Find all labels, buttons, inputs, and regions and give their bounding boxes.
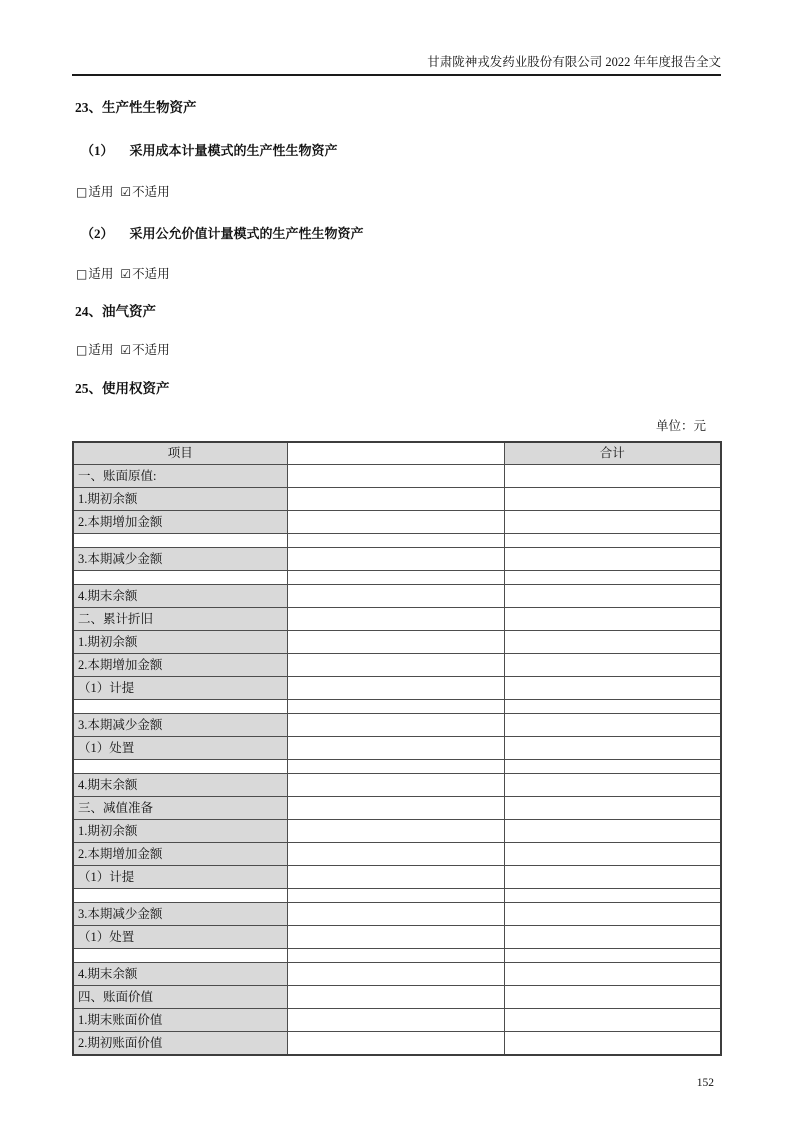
table-row: [73, 548, 721, 571]
row-label-cell: [73, 889, 287, 903]
row-value-cell: [287, 926, 504, 949]
row-value-cell: [287, 963, 504, 986]
col-header-total: 合计: [504, 442, 721, 465]
applicable-label: 适用: [88, 343, 114, 357]
row-total-cell: [504, 843, 721, 866]
row-value-cell: [287, 843, 504, 866]
row-total-cell: [504, 903, 721, 926]
row-total-cell: [504, 465, 721, 488]
page-header: [72, 55, 721, 76]
row-value-cell: [287, 774, 504, 797]
row-label-cell: [73, 700, 287, 714]
row-value-cell: [287, 631, 504, 654]
row-label-cell: 3.本期减少金额: [73, 903, 287, 926]
table-row: [73, 820, 721, 843]
not-applicable-label: 不适用: [132, 267, 170, 281]
row-total-cell: [504, 820, 721, 843]
row-total-cell: [504, 488, 721, 511]
row-label-cell: 4.期末余额: [73, 585, 287, 608]
table-row: [73, 714, 721, 737]
table-spacer-row: [73, 889, 721, 903]
row-total-cell: [504, 571, 721, 585]
table-row: [73, 903, 721, 926]
unit-label: 单位：元: [655, 419, 706, 433]
row-value-cell: [287, 548, 504, 571]
table-row: [73, 774, 721, 797]
table-row: [73, 488, 721, 511]
row-value-cell: [287, 889, 504, 903]
row-value-cell: [287, 760, 504, 774]
row-label-cell: 4.期末余额: [73, 963, 287, 986]
row-label-cell: 一、账面原值:: [73, 465, 287, 488]
row-total-cell: [504, 963, 721, 986]
table-row: [73, 654, 721, 677]
row-total-cell: [504, 760, 721, 774]
row-total-cell: [504, 797, 721, 820]
row-label-cell: （1）处置: [73, 926, 287, 949]
table-row: [73, 465, 721, 488]
checkbox-applicable: [76, 185, 113, 199]
row-total-cell: [504, 548, 721, 571]
heading-number: （2）: [81, 226, 114, 241]
col-header-middle: [287, 442, 504, 465]
table-row: [73, 737, 721, 760]
row-label-cell: 三、减值准备: [73, 797, 287, 820]
row-total-cell: [504, 926, 721, 949]
row-total-cell: [504, 654, 721, 677]
row-label-cell: 2.本期增加金额: [73, 843, 287, 866]
table-row: [73, 1009, 721, 1032]
row-label-cell: [73, 571, 287, 585]
row-total-cell: [504, 866, 721, 889]
row-value-cell: [287, 903, 504, 926]
applicable-label: 适用: [88, 185, 114, 199]
row-value-cell: [287, 534, 504, 548]
checkbox-unchecked-icon: □: [76, 185, 88, 199]
not-applicable-label: 不适用: [132, 185, 170, 199]
row-value-cell: [287, 677, 504, 700]
row-value-cell: [287, 1032, 504, 1056]
table-row: [73, 1032, 721, 1056]
row-value-cell: [287, 820, 504, 843]
row-total-cell: [504, 737, 721, 760]
checkbox-checked-icon: ☑: [120, 185, 132, 199]
row-total-cell: [504, 677, 721, 700]
table-row: [73, 608, 721, 631]
row-value-cell: [287, 654, 504, 677]
row-total-cell: [504, 1032, 721, 1056]
row-value-cell: [287, 608, 504, 631]
table-spacer-row: [73, 949, 721, 963]
table-body: [73, 465, 721, 1056]
row-label-cell: [73, 949, 287, 963]
checkbox-checked-icon: ☑: [120, 343, 132, 357]
right-of-use-assets-table: [72, 441, 722, 1056]
row-label-cell: 1.期初余额: [73, 488, 287, 511]
row-total-cell: [504, 949, 721, 963]
table-spacer-row: [73, 534, 721, 548]
report-page: [72, 0, 721, 1089]
row-total-cell: [504, 608, 721, 631]
table-row: [73, 631, 721, 654]
row-label-cell: 1.期末账面价值: [73, 1009, 287, 1032]
table-row: [73, 585, 721, 608]
row-total-cell: [504, 1009, 721, 1032]
applicable-label: 适用: [88, 267, 114, 281]
row-total-cell: [504, 889, 721, 903]
section-23-1-heading: [72, 143, 721, 159]
checkbox-checked-icon: ☑: [120, 267, 132, 281]
row-value-cell: [287, 866, 504, 889]
table-spacer-row: [73, 700, 721, 714]
row-label-cell: 1.期初余额: [73, 631, 287, 654]
row-total-cell: [504, 631, 721, 654]
row-label-cell: 2.本期增加金额: [73, 511, 287, 534]
not-applicable-label: 不适用: [132, 343, 170, 357]
applicability-line-2: [72, 267, 721, 282]
table-row: [73, 963, 721, 986]
section-24-heading: 24、油气资产: [75, 304, 156, 319]
row-label-cell: 4.期末余额: [73, 774, 287, 797]
checkbox-not-applicable: [120, 267, 169, 281]
row-total-cell: [504, 700, 721, 714]
row-label-cell: （1）计提: [73, 677, 287, 700]
section-23-heading: 23、生产性生物资产: [75, 100, 197, 115]
table-row: [73, 677, 721, 700]
row-total-cell: [504, 511, 721, 534]
table-spacer-row: [73, 760, 721, 774]
row-label-cell: 1.期初余额: [73, 820, 287, 843]
table-row: [73, 986, 721, 1009]
row-total-cell: [504, 585, 721, 608]
row-label-cell: 3.本期减少金额: [73, 714, 287, 737]
checkbox-applicable: [76, 267, 113, 281]
row-value-cell: [287, 797, 504, 820]
row-total-cell: [504, 714, 721, 737]
row-total-cell: [504, 534, 721, 548]
heading-text: 采用成本计量模式的生产性生物资产: [129, 143, 338, 158]
row-label-cell: 二、累计折旧: [73, 608, 287, 631]
section-25-heading: 25、使用权资产: [75, 381, 170, 396]
table-row: [73, 843, 721, 866]
row-label-cell: 2.本期增加金额: [73, 654, 287, 677]
heading-text: 采用公允价值计量模式的生产性生物资产: [129, 226, 364, 241]
col-header-item: 项目: [73, 442, 287, 465]
table-row: [73, 866, 721, 889]
row-label-cell: 2.期初账面价值: [73, 1032, 287, 1056]
row-total-cell: [504, 986, 721, 1009]
table-header-row: [73, 442, 721, 465]
row-value-cell: [287, 700, 504, 714]
table-row: [73, 926, 721, 949]
checkbox-unchecked-icon: □: [76, 343, 88, 357]
row-value-cell: [287, 1009, 504, 1032]
row-value-cell: [287, 465, 504, 488]
table-spacer-row: [73, 571, 721, 585]
page-number: 152: [696, 1077, 714, 1089]
row-value-cell: [287, 585, 504, 608]
row-label-cell: （1）处置: [73, 737, 287, 760]
row-label-cell: 四、账面价值: [73, 986, 287, 1009]
row-label-cell: 3.本期减少金额: [73, 548, 287, 571]
applicability-line-3: [72, 343, 721, 358]
checkbox-not-applicable: [120, 185, 169, 199]
row-value-cell: [287, 986, 504, 1009]
row-label-cell: [73, 534, 287, 548]
checkbox-applicable: [76, 343, 113, 357]
checkbox-unchecked-icon: □: [76, 267, 88, 281]
applicability-line-1: [72, 185, 721, 200]
row-value-cell: [287, 488, 504, 511]
row-total-cell: [504, 774, 721, 797]
header-title: 甘肃陇神戎发药业股份有限公司 2022 年年度报告全文: [427, 55, 721, 69]
row-value-cell: [287, 737, 504, 760]
row-label-cell: （1）计提: [73, 866, 287, 889]
row-value-cell: [287, 949, 504, 963]
row-value-cell: [287, 714, 504, 737]
checkbox-not-applicable: [120, 343, 169, 357]
row-value-cell: [287, 571, 504, 585]
row-label-cell: [73, 760, 287, 774]
heading-number: （1）: [81, 143, 114, 158]
section-23-2-heading: [72, 226, 721, 242]
table-row: [73, 797, 721, 820]
table-row: [73, 511, 721, 534]
row-value-cell: [287, 511, 504, 534]
